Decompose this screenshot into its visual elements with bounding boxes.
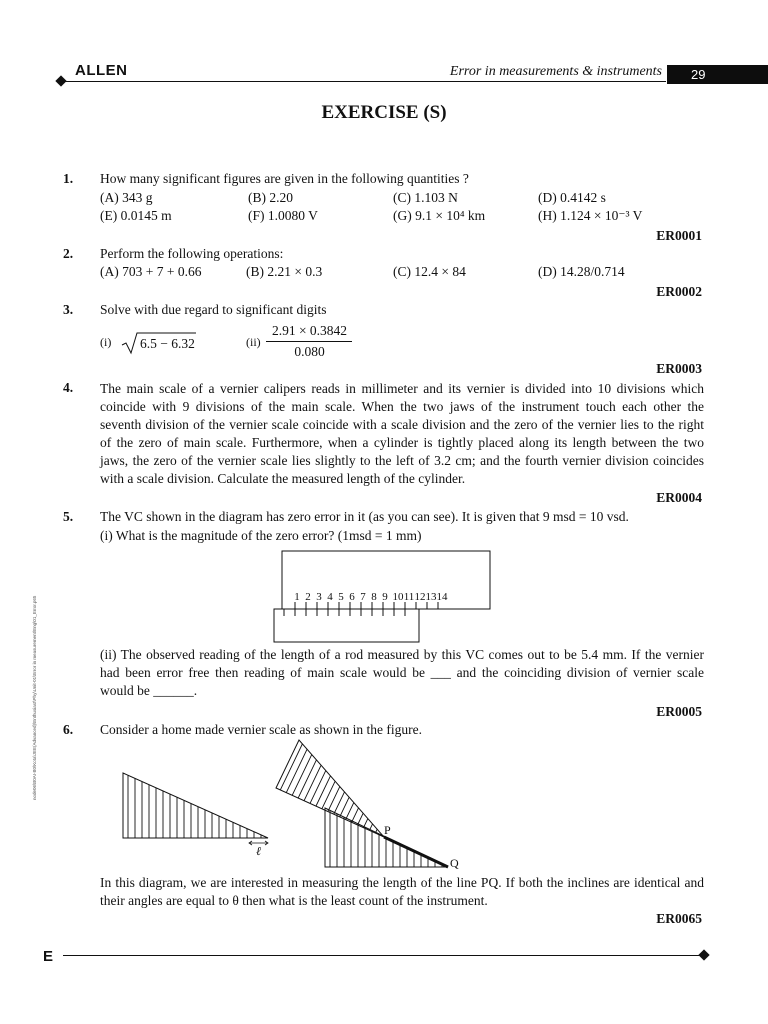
question-1-number: 1. <box>63 171 74 186</box>
scale-label: 1 <box>294 591 300 603</box>
q4-line: coincide with 9 divisions of the main scale. When the two jaws of the instrument touch each other the <box>100 399 704 414</box>
q1-option-d: (D) 0.4142 s <box>538 190 606 205</box>
left-incline-outline <box>123 773 268 838</box>
main-scale-ticks <box>295 602 438 609</box>
vernier-caliper-diagram <box>270 548 495 646</box>
q4-line: of the zero of main scale. Furthermore, when a cylinder is tightly placed along its length between the two <box>100 435 704 450</box>
scale-label: 12 <box>414 591 426 603</box>
scale-label: 3 <box>316 591 322 603</box>
scale-label: 8 <box>371 591 377 603</box>
q1-option-a: (A) 343 g <box>100 190 153 205</box>
right-incline-diagram <box>268 735 478 875</box>
q6-code: ER0065 <box>656 911 702 926</box>
line-pq <box>384 837 448 867</box>
footer-rule <box>63 955 705 956</box>
left-incline-diagram <box>118 768 278 860</box>
chapter-title: Error in measurements & instruments <box>449 64 662 79</box>
q3-code: ER0003 <box>656 361 702 376</box>
q2-option-c: (C) 12.4 × 84 <box>393 264 466 279</box>
q5-line: (ii) The observed reading of the length of a rod measured by this VC comes out to be 5.4 mm. If the vernier <box>100 647 704 662</box>
question-5-sub-i: (i) What is the magnitude of the zero error? (1msd = 1 mm) <box>100 528 422 543</box>
label-q: Q <box>450 856 459 870</box>
q3-part-ii-label: (ii) <box>246 335 261 349</box>
question-3-text: Solve with due regard to significant digits <box>100 302 327 317</box>
question-2-text: Perform the following operations: <box>100 246 284 261</box>
q6-line: In this diagram, we are interested in measuring the length of the line PQ. If both the inclines are identical and <box>100 875 704 890</box>
question-1-text: How many significant figures are given in the following quantities ? <box>100 171 469 186</box>
vernier-scale-ticks <box>284 609 405 616</box>
scale-label: 2 <box>305 591 311 603</box>
hatch-line <box>352 808 359 822</box>
side-file-path: node06\B0AI-B0\Kota\JEE(Advanced)\Enthusiast\Phy\Unit-01\Error in measurement\Eng\01_Error.p65 <box>32 595 37 800</box>
fraction-bar <box>266 341 352 342</box>
question-5-sub-ii <box>100 646 704 700</box>
q3-fraction-numerator: 2.91 × 0.3842 <box>271 323 348 338</box>
hatch-line <box>328 787 340 812</box>
page-number: 29 <box>667 65 768 84</box>
question-2-number: 2. <box>63 246 74 261</box>
q1-code: ER0001 <box>656 228 702 243</box>
scale-label: 10 <box>392 591 404 603</box>
q2-option-b: (B) 2.21 × 0.3 <box>246 264 323 279</box>
brand-logo: ALLEN <box>75 62 128 79</box>
q1-option-f: (F) 1.0080 V <box>248 208 318 223</box>
scale-label: 5 <box>338 591 344 603</box>
q1-option-g: (G) 9.1 × 10⁴ km <box>393 208 486 223</box>
footer-diamond <box>698 949 709 960</box>
vernier-body <box>274 609 419 642</box>
hatch-line <box>310 771 326 804</box>
q3-fraction-denominator: 0.080 <box>294 344 325 359</box>
q3-part-i-label: (i) <box>100 335 112 349</box>
right-incline-hatching <box>280 744 442 867</box>
q5-line: would be ______. <box>100 683 198 698</box>
q2-code: ER0002 <box>656 284 702 299</box>
q1-option-h: (H) 1.124 × 10⁻³ V <box>538 208 643 223</box>
q2-option-a: (A) 703 + 7 + 0.66 <box>100 264 202 279</box>
hatch-line <box>316 776 330 806</box>
q4-line: The main scale of a vernier calipers reads in millimeter and its vernier is divided into 10 divisions which <box>100 381 704 396</box>
question-4-text <box>100 380 704 488</box>
hatch-line <box>358 813 364 825</box>
q5-line: had been error free then reading of main scale would be ___ and the coinciding division of vernier scale <box>100 665 704 680</box>
scale-labels <box>294 591 448 603</box>
exercise-title: EXERCISE (S) <box>321 102 447 123</box>
q4-line: with a scale division. Calculate the measured length of the cylinder. <box>100 471 466 486</box>
scale-label: 14 <box>436 591 448 603</box>
q5-code: ER0005 <box>656 704 702 719</box>
hatch-line <box>322 781 335 809</box>
footer-letter: E <box>43 948 54 965</box>
header-rule <box>62 81 666 82</box>
label-p: P <box>384 823 391 837</box>
hatch-line <box>340 797 349 817</box>
scale-label: 7 <box>360 591 366 603</box>
question-3-number: 3. <box>63 302 74 317</box>
q3-part-i-expr: 6.5 − 6.32 <box>140 336 195 351</box>
question-5-text: The VC shown in the diagram has zero error in it (as you can see). It is given that 9 msd = 10 vsd. <box>100 509 629 524</box>
q6-line: their angles are equal to θ then what is the least count of the instrument. <box>100 893 488 908</box>
question-4-number: 4. <box>63 380 74 395</box>
question-6-text: Consider a home made vernier scale as shown in the figure. <box>100 722 423 737</box>
q1-option-c: (C) 1.103 N <box>393 190 458 205</box>
question-6-number: 6. <box>63 722 74 737</box>
scale-label: 9 <box>382 591 388 603</box>
hatch-line <box>304 765 321 801</box>
q1-option-e: (E) 0.0145 m <box>100 208 172 223</box>
q1-option-b: (B) 2.20 <box>248 190 293 205</box>
hatch-line <box>346 803 354 820</box>
scale-label: 6 <box>349 591 355 603</box>
question-5-number: 5. <box>63 509 74 524</box>
q4-code: ER0004 <box>656 490 702 505</box>
scale-label: 13 <box>425 591 437 603</box>
hatch-line <box>298 760 316 798</box>
scale-label: 4 <box>327 591 333 603</box>
q4-line: jaws, the zero of the vernier scale lies slightly to the left of 3.2 cm; and the fourth vernier division coincides <box>100 453 704 468</box>
label-ell: ℓ <box>256 844 261 858</box>
q4-line: seventh division of the vernier scale coincide with a scale division and the zero of the vernier lies to the right <box>100 417 704 432</box>
q2-option-d: (D) 14.28/0.714 <box>538 264 625 279</box>
scale-label: 11 <box>403 591 415 603</box>
question-6-body <box>100 874 704 910</box>
